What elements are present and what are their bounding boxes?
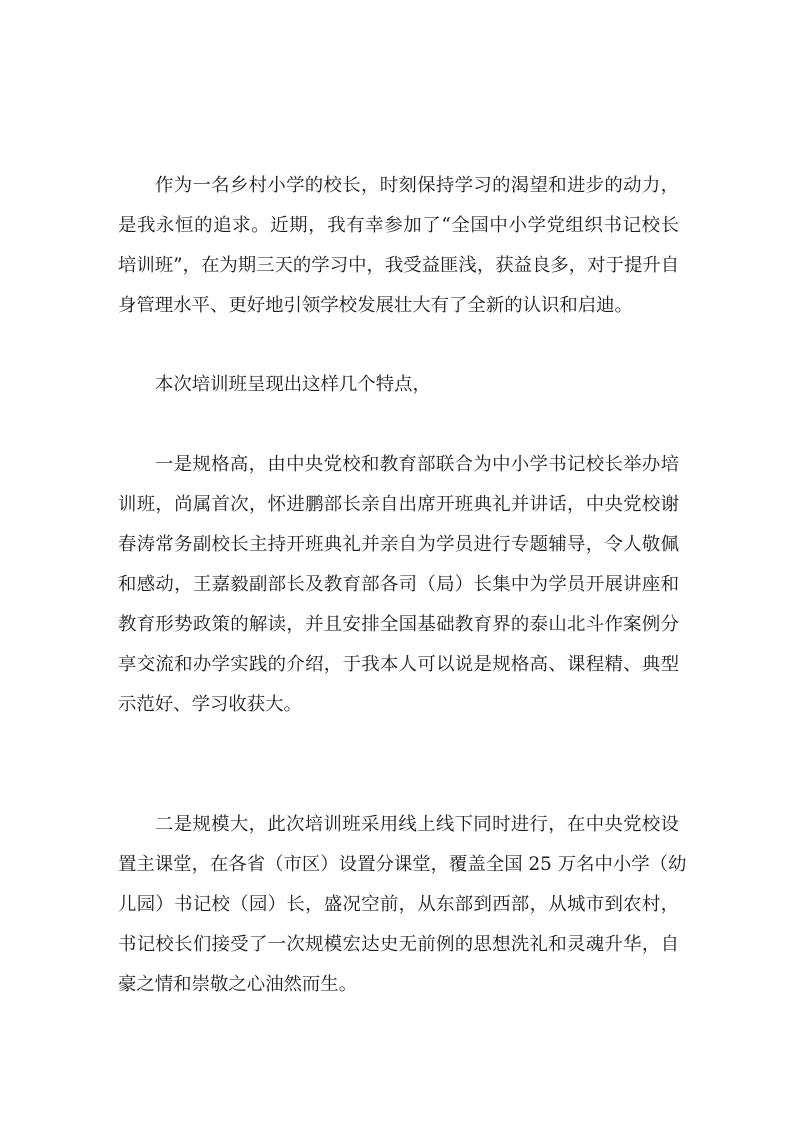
text-line: 豪之情和崇敬之心油然而生。 (118, 974, 358, 995)
paragraph-feature-large-scale (118, 805, 687, 1005)
text-line: 一是规格高，由中央党校和教育部联合为中小学书记校长举办培 (155, 454, 679, 475)
text-line: 二是规模大，此次培训班采用线上线下同时进行，在中央党校设 (155, 814, 679, 835)
paragraph-intro (118, 166, 679, 326)
text-line: 身管理水平、更好地引领学校发展壮大有了全新的认识和启迪。 (118, 295, 633, 316)
text-line: 示范好、学习收获大。 (118, 694, 302, 715)
text-line: 本次培训班呈现出这样几个特点， (155, 374, 431, 395)
text-line: 享交流和办学实践的介绍，于我本人可以说是规格高、课程精、典型 (118, 654, 679, 675)
text-line: 培训班”，在为期三天的学习中，我受益匪浅，获益良多，对于提升自 (118, 255, 680, 276)
text-line: 和感动，王嘉毅副部长及教育部各司（局）长集中为学员开展讲座和 (118, 574, 679, 595)
text-line: 书记校长们接受了一次规模宏达史无前例的思想洗礼和灵魂升华，自 (118, 934, 679, 955)
text-line: 儿园）书记校（园）长，盛况空前，从东部到西部，从城市到农村， (118, 894, 679, 915)
text-line: 训班，尚属首次，怀进鹏部长亲自出席开班典礼并讲话，中央党校谢 (118, 494, 679, 515)
text-line: 是我永恒的追求。近期，我有幸参加了“全国中小学党组织书记校长 (118, 215, 679, 236)
text-line: 春涛常务副校长主持开班典礼并亲自为学员进行专题辅导，令人敬佩 (118, 534, 679, 555)
text-line: 教育形势政策的解读，并且安排全国基础教育界的泰山北斗作案例分 (118, 614, 679, 635)
text-line: 作为一名乡村小学的校长，时刻保持学习的渴望和进步的动力， (155, 175, 679, 196)
paragraph-features-intro (118, 365, 679, 405)
paragraph-feature-high-standard (118, 445, 679, 725)
text-line: 置主课堂，在各省（市区）设置分课堂，覆盖全国 25 万名中小学（幼 (118, 854, 687, 875)
